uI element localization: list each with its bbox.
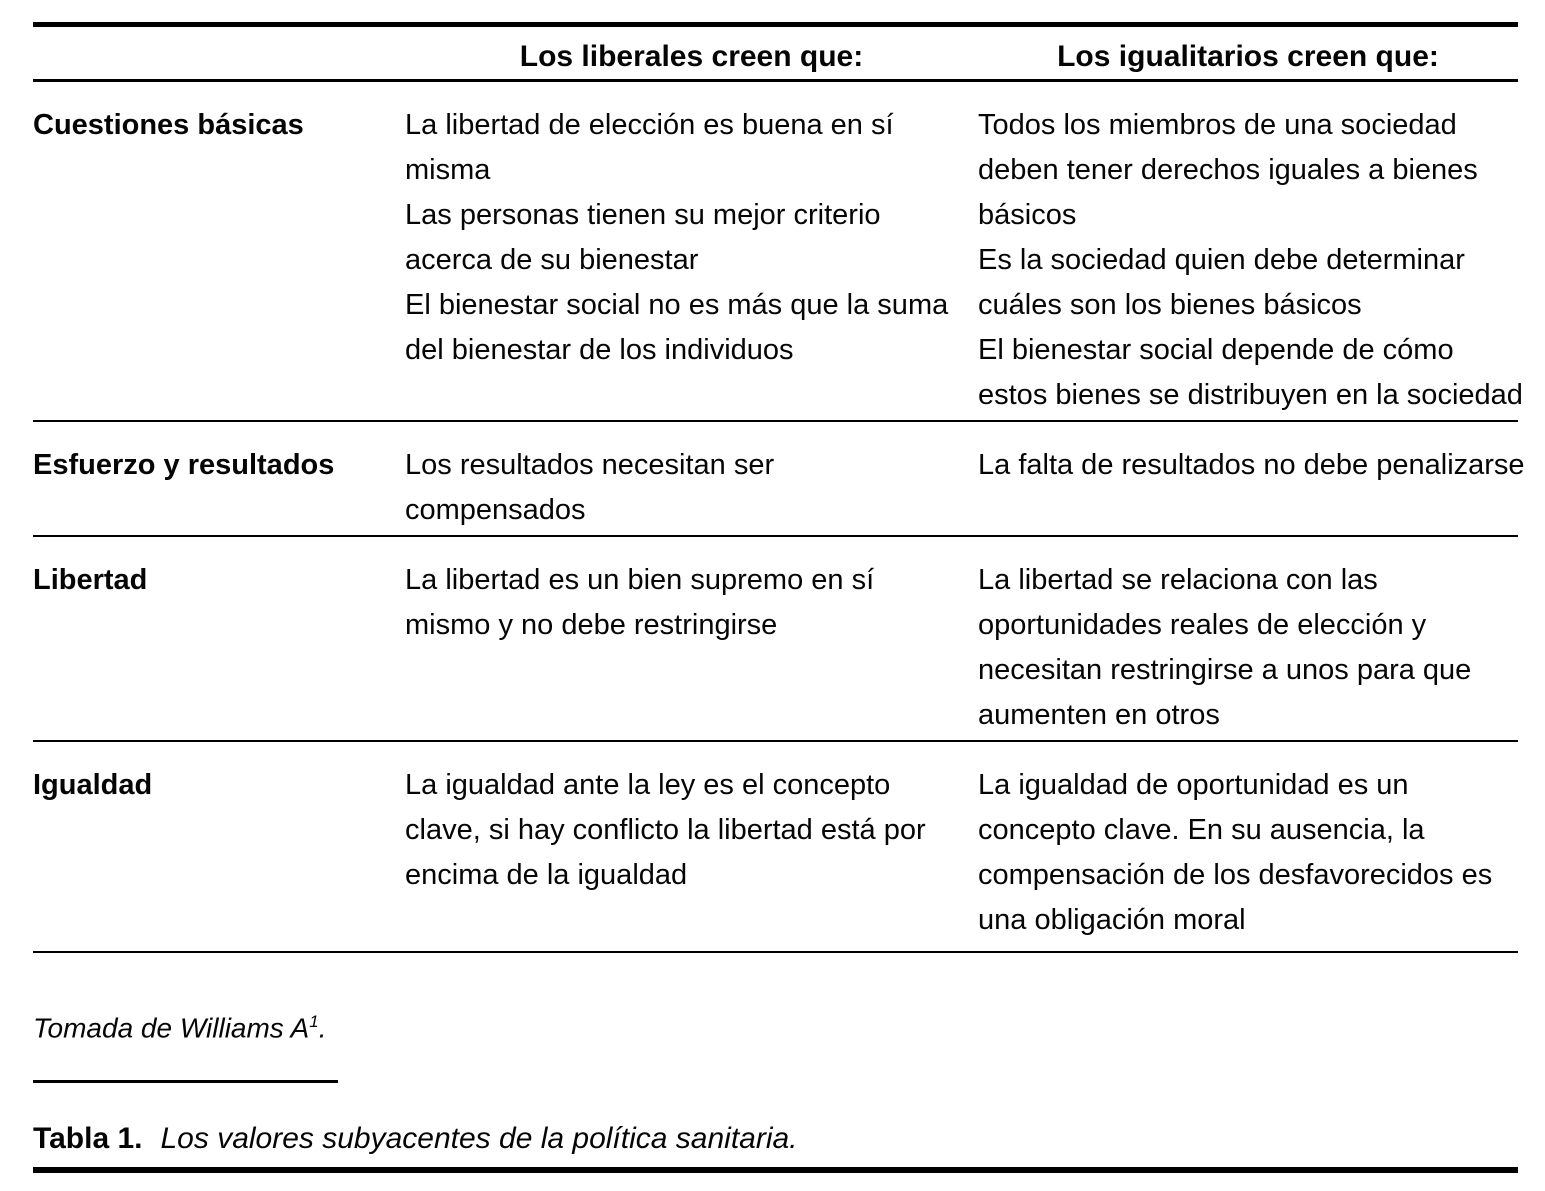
row-label-igualdad: Igualdad (33, 769, 153, 801)
text-line: misma (405, 154, 491, 186)
text-line: compensados (405, 494, 586, 526)
cell-liberales-esfuerzo-y-resultados (405, 443, 978, 533)
text-line: El bienestar social depende de cómo (978, 334, 1454, 366)
text-line: concepto clave. En su ausencia, la (978, 814, 1425, 846)
column-header-empty (33, 37, 405, 77)
page-bottom-rule (33, 1167, 1518, 1173)
column-header-liberales: Los liberales creen que: (519, 40, 864, 73)
text-line: clave, si hay conflicto la libertad está por (405, 814, 926, 846)
text-line: estos bienes se distribuyen en la sociedad (978, 379, 1523, 411)
source-note (33, 1001, 1518, 1049)
table-bottom-body-rule (33, 951, 1518, 953)
text-line: La libertad es un bien supremo en sí (405, 564, 875, 596)
caption-text: Los valores subyacentes de la política sanitaria. (160, 1122, 798, 1156)
cell-liberales-igualdad (405, 763, 978, 943)
table-caption (33, 1117, 1518, 1160)
source-note-reference-superscript: 1 (309, 1012, 319, 1031)
row-label-esfuerzo-y-resultados: Esfuerzo y resultados (33, 449, 335, 481)
text-line: encima de la igualdad (405, 859, 688, 891)
text-line: necesitan restringirse a unos para que (978, 654, 1472, 686)
cell-igualitarios-libertad (978, 558, 1518, 738)
text-line: Es la sociedad quien debe determinar (978, 244, 1465, 276)
cell-igualitarios-igualdad (978, 763, 1518, 943)
table-row-libertad (33, 537, 1518, 740)
text-line: compensación de los desfavorecidos es (978, 859, 1493, 891)
row-label-libertad: Libertad (33, 564, 148, 596)
row-label-cuestiones-basicas: Cuestiones básicas (33, 109, 304, 141)
text-line: Las personas tienen su mejor criterio (405, 199, 881, 231)
column-header-igualitarios: Los igualitarios creen que: (1057, 40, 1439, 73)
table-row-igualdad (33, 742, 1518, 951)
text-line: La falta de resultados no debe penalizarse (978, 449, 1525, 481)
text-line: La libertad se relaciona con las (978, 564, 1378, 596)
text-line: La igualdad de oportunidad es un (978, 769, 1409, 801)
text-line: del bienestar de los individuos (405, 334, 794, 366)
table-row-cuestiones-basicas (33, 82, 1523, 420)
text-line: Todos los miembros de una sociedad (978, 109, 1457, 141)
text-line: acerca de su bienestar (405, 244, 699, 276)
table-header-row (33, 27, 1518, 79)
text-line: mismo y no debe restringirse (405, 609, 778, 641)
text-line: una obligación moral (978, 904, 1246, 936)
cell-liberales-libertad (405, 558, 978, 738)
table-row-esfuerzo-y-resultados (33, 422, 1525, 535)
text-line: aumenten en otros (978, 699, 1220, 731)
text-line: básicos (978, 199, 1077, 231)
cell-igualitarios-cuestiones-basicas (978, 103, 1523, 418)
cell-liberales-cuestiones-basicas (405, 103, 978, 418)
text-line: La igualdad ante la ley es el concepto (405, 769, 891, 801)
table-sheet (33, 22, 1525, 1173)
caption-label: Tabla 1. (33, 1122, 143, 1156)
source-note-text: Tomada de Williams A (33, 1012, 310, 1044)
caption-separator-rule (33, 1080, 338, 1083)
text-line: deben tener derechos iguales a bienes (978, 154, 1478, 186)
text-line: cuáles son los bienes básicos (978, 289, 1362, 321)
text-line: Los resultados necesitan ser (405, 449, 775, 481)
text-line: La libertad de elección es buena en sí (405, 109, 894, 141)
text-line: El bienestar social no es más que la suma (405, 289, 949, 321)
cell-igualitarios-esfuerzo-y-resultados (978, 443, 1525, 533)
source-note-period: . (318, 1012, 327, 1044)
text-line: oportunidades reales de elección y (978, 609, 1427, 641)
